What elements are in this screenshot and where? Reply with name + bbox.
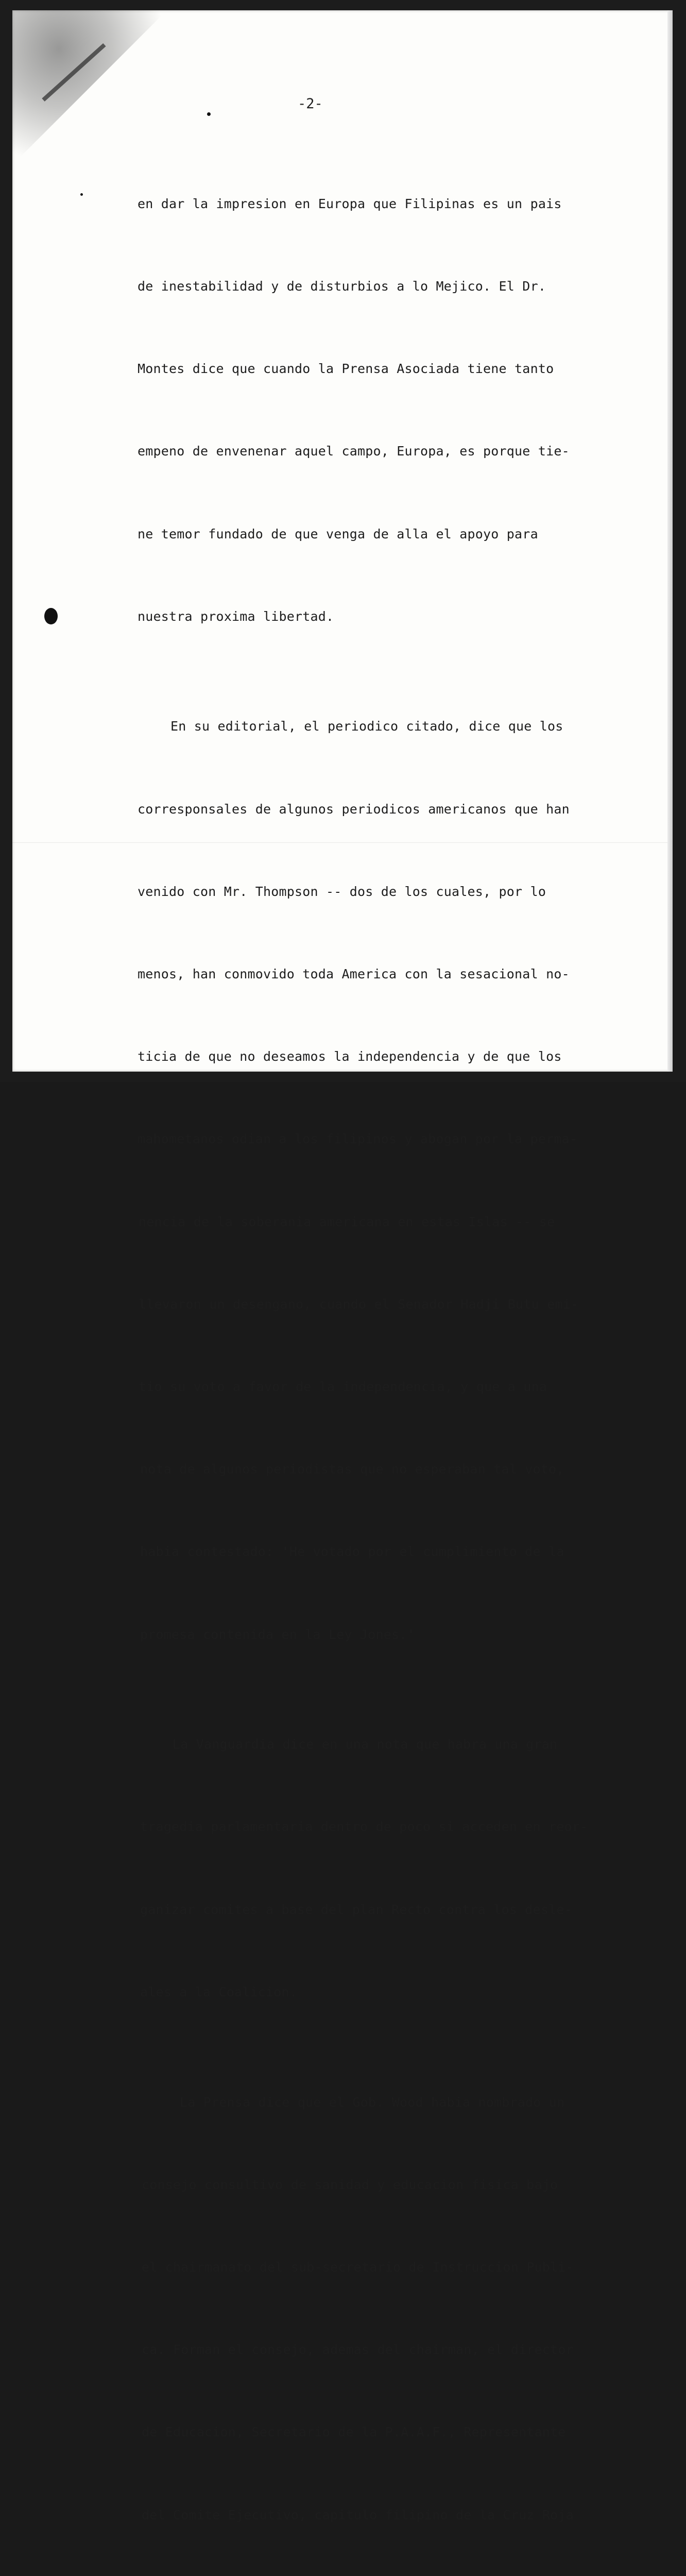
text-line: La Prensa dice que el Gob. Wood habia nombrado un xyxy=(180,2094,565,2110)
text-line: corresponsales de algunos periodicos americanos que han xyxy=(138,801,570,817)
text-line: nuestra proxima libertad. xyxy=(138,608,334,624)
ink-blot xyxy=(44,608,58,624)
text-line: tio su voto a favor de la independencia, y que a una xyxy=(139,1379,547,1395)
text-line: ales a la Coalicion. xyxy=(140,1984,298,1999)
text-line: ticia de que no deseamos la independencia y de que los xyxy=(138,1049,562,1064)
text-line: venido con Mr. Thompson -- dos de los cuales, por lo xyxy=(138,884,546,899)
text-line: el chairmanato del sub-secretario de Instruccion Publi- xyxy=(142,2259,574,2275)
text-line: En su editorial, el periodico citado, dice que los xyxy=(170,719,563,734)
ink-dot xyxy=(207,112,211,116)
text-line: de inestabilidad y de disturbios a lo Mejico. El Dr. xyxy=(138,279,546,294)
text-line: habia contestado: 'He votado por el cumplimiento de la xyxy=(140,1544,564,1560)
page-number: -2- xyxy=(298,96,323,112)
text-line: mahometanos odian a los filipinos y abogan por la perma- xyxy=(138,1131,578,1147)
text-line: del Comite Ejecutivo, capitulo filipino de la Cruz Roja xyxy=(142,2507,574,2522)
text-line: menos, han conmovido toda America con la sesacional no- xyxy=(138,967,570,982)
text-line: La Vanguardia dice en una nota que habra una gran xyxy=(173,1737,558,1752)
text-line: nota de algunos periodistas que no esperaban tal voto, xyxy=(140,1462,564,1477)
text-line: llevaron un desengano, cuando el Senador Hadji Butu emi- xyxy=(139,1296,579,1312)
text-line: consejo consultivo de sanidad y educacion fisica bajo xyxy=(142,2177,558,2192)
text-line: ganizar comites a base del plan Recto contra los desle- xyxy=(140,1902,572,1917)
text-line: promesa contenida en la Ley Jones.' xyxy=(140,1626,415,1642)
ink-dot xyxy=(80,193,83,196)
text-line: empeno de envenenar aquel campo, Europa, es porque tie- xyxy=(138,444,570,459)
text-line: ca. Forman el consejo, ademas del chairman, el director xyxy=(142,2342,574,2358)
text-line: tragedia parlamentaria dentro de poco si acceden en reor- xyxy=(140,1819,588,1835)
paper-edge xyxy=(667,10,673,1072)
text-line: en dar la impresion en Europa que Filipinas es un pais xyxy=(138,196,562,211)
text-line: nencia de la soberania americana en estas Islas -- se xyxy=(139,1214,555,1229)
text-line: de Educacion, Secretario de la P.A.A.F., Representante xyxy=(142,2425,566,2440)
document-body xyxy=(138,135,601,2576)
text-line: ne temor fundado de que venga de alla el apoyo para xyxy=(138,526,538,541)
text-line: Montes dice que cuando la Prensa Asociada tiene tanto xyxy=(138,361,554,377)
